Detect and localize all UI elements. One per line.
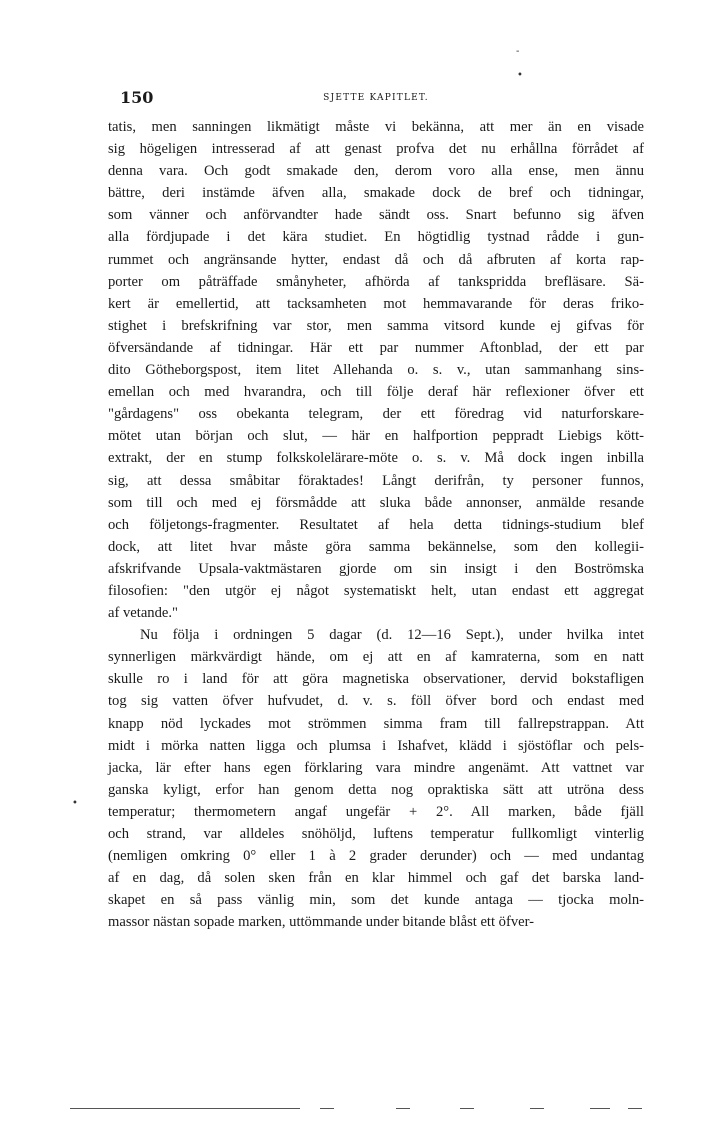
- footer-rule-dash: [396, 1108, 410, 1109]
- paragraph: [108, 116, 644, 624]
- text-line: som vänner och anförvandter hade sändt oss. Snart befunno sig äfven: [108, 207, 644, 224]
- text-line: alla fördjupade i det kära studiet. En högtidlig tystnad rådde i gun-: [108, 229, 644, 246]
- text-line: denna vara. Och godt smakade den, derom voro alla ense, men ännu: [108, 163, 644, 180]
- running-head: SJETTE KAPITLET.: [323, 93, 429, 103]
- text-line: (nemligen omkring 0° eller 1 à 2 grader derunder) och — med undantag: [108, 848, 644, 865]
- text-line: extrakt, der en stump folkskolelärare-möte o. s. v. Må dock ingen inbilla: [108, 450, 644, 467]
- footer-rule-dash: [320, 1108, 334, 1109]
- margin-speck-top: -: [516, 46, 520, 57]
- text-line: dito Götheborgspost, item litet Allehanda o. s. v., utan sammanhang sins-: [108, 362, 644, 379]
- footer-rule: [70, 1108, 300, 1109]
- text-line: temperatur; thermometern angaf ungefär + 2°. All marken, både fjäll: [108, 803, 644, 820]
- text-line: emellan och med hvarandra, och till följe deraf här reflexioner öfver ett: [108, 384, 644, 401]
- text-line: rummet och angränsande hytter, endast då och då afbruten af korta rap-: [108, 251, 644, 268]
- text-line: porter om påträffade smånyheter, afhörda af tankspridda brefläsare. Sä-: [108, 273, 644, 290]
- text-line: sig högeligen intresserad af att genast profva det nu erhållna förrådet af: [108, 141, 644, 158]
- text-line: af vetande.": [108, 605, 178, 622]
- text-line: öfversändande af tidningar. Här ett par nummer Aftonblad, der ett par: [108, 339, 644, 356]
- text-line: midt i mörka natten ligga och plumsa i Ishafvet, klädd i sjöstöflar och pels-: [108, 737, 644, 754]
- page-number: 150: [120, 88, 154, 107]
- footer-rule-dash: [628, 1108, 642, 1109]
- text-line: af en dag, då solen sken från en klar himmel och gaf det barska land-: [108, 870, 644, 887]
- body-text: [108, 116, 644, 933]
- margin-dot-top: •: [517, 70, 523, 81]
- text-line: Nu följa i ordningen 5 dagar (d. 12—16 Sept.), under hvilka intet: [140, 627, 644, 644]
- text-line: filosofien: "den utgör ej något systematiskt helt, utan endast ett aggregat: [108, 582, 644, 599]
- text-line: knapp nöd lyckades mot strömmen simma fram till fallrepstrappan. Att: [108, 715, 644, 732]
- text-line: som till och med ej försmådde att sluka både annonser, anmälde resande: [108, 494, 644, 511]
- text-line: afskrifvande Upsala-vaktmästaren gjorde om sin insigt i den Boströmska: [108, 560, 644, 577]
- footer-rule-dash: [530, 1108, 544, 1109]
- text-line: och strand, var alldeles snöhöljd, luftens temperatur fullkomligt vinterlig: [108, 826, 644, 842]
- text-line: stighet i brefskrifning var stor, men samma vitsord kunde ej gifvas för: [108, 317, 644, 334]
- margin-dot-left: •: [72, 798, 78, 809]
- text-line: synnerligen märkvärdigt hände, om ej att en af kamraterna, som en natt: [108, 649, 644, 666]
- text-line: bättre, deri instämde äfven alla, smakade dock de bref och tidningar,: [108, 185, 644, 202]
- text-line: jacka, lär efter hans egen förklaring vara mindre angenämt. Att vattnet var: [108, 759, 644, 776]
- text-line: och följetongs-fragmenter. Resultatet af hela detta tidnings-studium blef: [108, 516, 644, 533]
- text-line: kert är emellertid, att tacksamheten mot hemmavarande för deras friko-: [108, 295, 644, 312]
- text-line: mötet utan början och slut, — här en halfportion peppradt Liebigs kött-: [108, 428, 644, 445]
- text-line: skulle ro i land för att göra magnetiska observationer, dervid bokstafligen: [108, 671, 644, 688]
- text-line: dock, att litet hvar måste göra samma bekännelse, som den kollegii-: [108, 538, 644, 555]
- paragraph: [108, 624, 644, 933]
- text-line: skapet en så pass vänlig min, som det kunde antaga — tjocka moln-: [108, 892, 644, 909]
- text-line: "gårdagens" oss obekanta telegram, der ett föredrag vid naturforskare-: [108, 406, 644, 423]
- text-line: tatis, men sanningen likmätigt måste vi bekänna, att mer än en visade: [108, 119, 644, 135]
- page-header: [108, 88, 644, 110]
- text-line: sig, att dessa småbitar föraktades! Långt derifrån, ty personer funnos,: [108, 472, 644, 489]
- text-line: tog sig vatten öfver hufvudet, d. v. s. föll öfver bord och endast med: [108, 693, 644, 710]
- text-line: ganska kyligt, erfor han genom detta nog opraktiska sätt att utröna dess: [108, 781, 644, 798]
- footer-rule-dash: [590, 1108, 610, 1109]
- footer-rule-dash: [460, 1108, 474, 1109]
- text-line: massor nästan sopade marken, uttömmande under bitande blåst ett öfver-: [108, 914, 535, 931]
